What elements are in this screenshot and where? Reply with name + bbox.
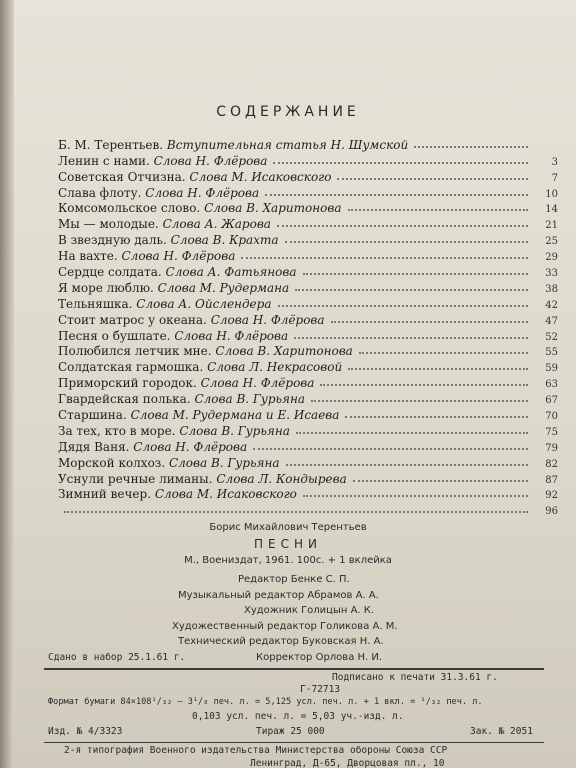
dot-leader — [295, 288, 528, 291]
toc-entry — [58, 263, 558, 279]
toc-entry-text — [58, 360, 342, 374]
dot-leader — [286, 463, 528, 466]
toc-entry-credit: Слова А. Жарова — [162, 217, 271, 232]
toc-entry-credit: Слова Н. Флёрова — [145, 185, 260, 200]
toc-entry — [58, 184, 558, 200]
dot-leader — [294, 336, 528, 339]
dot-leader — [285, 240, 528, 243]
toc-entry-credit: Слова В. Гурьяна — [168, 455, 280, 470]
toc-entry-title: Советская Отчизна. — [58, 169, 186, 184]
credit-line: Корректор Орлова Н. И. — [256, 651, 383, 663]
toc-entry — [58, 152, 558, 168]
colophon-signed: Подписано к печати 31.3.61 г. — [332, 672, 498, 683]
dot-leader — [337, 177, 528, 180]
toc-entry-title: Морской колхоз. — [58, 455, 166, 470]
toc-entry — [58, 327, 558, 343]
toc-entry-title: Уснули речные лиманы. — [58, 471, 213, 486]
toc-entry-text — [58, 201, 342, 215]
toc-entry-title: Мы — молодые. — [58, 217, 159, 232]
dot-leader — [296, 431, 528, 434]
toc-entry-title: Солдатская гармошка. — [58, 360, 204, 375]
toc-entry-text — [58, 249, 235, 263]
toc-entry — [58, 470, 558, 486]
toc-entry-title: Дядя Ваня. — [58, 439, 130, 454]
toc-entry-page: 59 — [545, 363, 558, 375]
toc-entry-credit: Слова М. Исаковского — [154, 487, 297, 502]
colophon-rule — [44, 668, 544, 670]
toc-entry-text — [58, 138, 408, 152]
dot-leader — [348, 208, 529, 211]
colophon-print-run: Тираж 25 000 — [256, 726, 325, 737]
toc-entry — [58, 454, 558, 470]
toc-entry-title: Зимний вечер. — [58, 487, 152, 502]
toc-entry-credit: Слова М. Исаковского — [189, 169, 332, 184]
toc-entry-text — [58, 329, 288, 343]
colophon-izd: Изд. № 4/3323 — [48, 726, 123, 737]
credit-line: Музыкальный редактор Абрамов А. А. — [178, 589, 379, 601]
toc-entry — [58, 231, 558, 247]
toc-entry-text — [58, 424, 290, 438]
toc-entry-title: Песня о бушлате. — [58, 328, 171, 343]
toc-entry-title: Приморский городок. — [58, 376, 197, 391]
dot-leader — [253, 447, 528, 450]
colophon-rule-bottom — [44, 742, 544, 743]
toc-entry-text — [58, 313, 325, 327]
credit-line: Художник Голицын А. К. — [244, 605, 375, 616]
dot-leader — [303, 494, 528, 497]
toc-entry-page: 67 — [545, 395, 558, 407]
toc-entry-title: Сердце солдата. — [58, 265, 162, 280]
toc-entry — [58, 358, 558, 374]
toc-entry-page: 42 — [545, 299, 558, 311]
toc-entry-page: 3 — [551, 156, 558, 168]
toc-entry-text — [58, 376, 314, 390]
dot-leader — [331, 320, 528, 323]
toc-entry-page: 70 — [545, 411, 558, 423]
toc-entry-title: Гвардейская полька. — [58, 392, 191, 407]
credit-line: Художественный редактор Голикова А. М. — [172, 620, 398, 632]
toc-entry-credit: Слова Л. Некрасовой — [207, 360, 343, 375]
toc-entry-text — [58, 265, 297, 279]
dot-leader — [265, 193, 528, 196]
toc-entry-title: Старшина. — [58, 408, 127, 423]
toc-entry-text — [58, 487, 297, 501]
toc-entry-text — [58, 440, 247, 454]
colophon-address: Ленинград, Д-65, Дворцовая пл., 10 — [250, 758, 445, 768]
toc-entry-title: Я море люблю. — [58, 280, 154, 295]
colophon-printer: 2-я типография Военного издательства Министерства обороны Союза ССР — [64, 745, 448, 756]
table-of-contents — [58, 136, 558, 517]
toc-entry-text — [58, 170, 331, 184]
toc-entry-credit: Слова Н. Флёрова — [133, 439, 248, 454]
dot-leader — [359, 351, 528, 354]
dot-leader — [273, 161, 528, 164]
toc-entry-credit: Слова В. Харитонова — [215, 344, 353, 359]
credit-line: Технический редактор Буковская Н. А. — [178, 636, 384, 647]
imprint-author: Борис Михайлович Терентьев — [209, 522, 367, 533]
toc-entry-page: 79 — [545, 442, 558, 454]
toc-entry-credit: Слова В. Гурьяна — [194, 392, 306, 407]
toc-entry — [58, 247, 558, 263]
toc-entry-text — [58, 408, 339, 422]
toc-entry-credit: Слова В. Крахта — [170, 233, 279, 248]
toc-entry — [58, 501, 558, 517]
dot-leader — [348, 367, 528, 370]
toc-entry-page: 10 — [545, 188, 558, 200]
toc-heading: СОДЕРЖАНИЕ — [216, 104, 360, 120]
toc-entry — [58, 200, 558, 216]
toc-entry — [58, 295, 558, 311]
toc-entry-title: Б. М. Терентьев. — [58, 137, 164, 152]
toc-entry-page: 87 — [545, 474, 558, 486]
toc-entry-text — [58, 217, 271, 231]
toc-entry-text — [58, 297, 272, 311]
toc-entry-page: 38 — [545, 283, 558, 295]
toc-entry-credit: Слова В. Гурьяна — [179, 423, 290, 438]
colophon-sheets: 0,103 усл. печ. л. = 5,03 уч.-изд. л. — [192, 711, 404, 722]
dot-leader — [414, 145, 528, 148]
toc-entry-title: Слава флоту. — [58, 185, 142, 200]
toc-entry-title: Тельняшка. — [58, 296, 133, 311]
toc-entry — [58, 406, 558, 422]
dot-leader — [277, 224, 528, 227]
toc-entry-text — [58, 344, 353, 358]
toc-entry-credit: Слова М. Рудермана — [157, 280, 290, 295]
toc-entry-text — [58, 186, 259, 200]
dot-leader — [353, 479, 528, 482]
toc-entry-credit: Слова Н. Флёрова — [153, 153, 268, 168]
toc-entry — [58, 343, 558, 359]
toc-entry-text — [58, 154, 267, 168]
toc-entry-page: 92 — [545, 490, 558, 502]
colophon-code: Г-72713 — [300, 684, 341, 695]
dot-leader — [320, 383, 528, 386]
toc-entry-credit: Слова Н. Флёрова — [210, 312, 325, 327]
dot-leader — [241, 256, 528, 259]
toc-entry — [58, 486, 558, 502]
toc-entry-text — [58, 281, 289, 295]
dot-leader — [311, 399, 528, 402]
toc-entry — [58, 390, 558, 406]
toc-entry-page: 52 — [545, 331, 558, 343]
toc-entry-title: На вахте. — [58, 249, 118, 264]
toc-entry-text — [58, 233, 279, 247]
toc-entry-text — [58, 392, 305, 406]
toc-entry-page: 14 — [545, 204, 558, 216]
toc-entry-credit: Слова В. Харитонова — [204, 201, 342, 216]
toc-entry-page: 47 — [545, 315, 558, 327]
toc-entry — [58, 438, 558, 454]
toc-entry — [58, 215, 558, 231]
imprint-title: ПЕСНИ — [254, 537, 322, 551]
toc-entry-page: 21 — [545, 220, 558, 232]
toc-entry-credit: Слова М. Рудермана и Е. Исаева — [130, 408, 340, 423]
colophon-format: Формат бумаги 84×108¹/₃₂ — 3¹/₈ печ. л. = 5,125 усл. печ. л. + 1 вкл. = ¹/₃₂ печ. л. — [48, 697, 483, 707]
imprint-publisher: М., Воениздат, 1961. 100с. + 1 вклейка — [184, 555, 392, 566]
toc-entry-credit: Слова А. Ойслендера — [136, 296, 272, 311]
toc-entry-title: Стоит матрос у океана. — [58, 312, 207, 327]
toc-entry — [58, 311, 558, 327]
toc-entry-title: Ленин с нами. — [58, 153, 150, 168]
toc-entry-page: 82 — [545, 458, 558, 470]
credit-line: Редактор Бенке С. П. — [238, 574, 350, 585]
toc-entry-title: В звездную даль. — [58, 233, 167, 248]
toc-entry-page: 96 — [545, 506, 558, 518]
toc-entry — [58, 168, 558, 184]
toc-entry-page: 55 — [545, 347, 558, 359]
toc-entry-title: Полюбился летчик мне. — [58, 344, 212, 359]
toc-entry-credit: Слова Н. Флёрова — [174, 328, 289, 343]
colophon-order: Зак. № 2051 — [470, 726, 533, 737]
toc-entry-credit: Слова Н. Флёрова — [121, 249, 236, 264]
toc-entry-page: 29 — [545, 252, 558, 264]
toc-entry-credit: Слова Л. Кондырева — [216, 471, 347, 486]
dot-leader — [303, 272, 528, 275]
toc-entry-page: 7 — [551, 172, 558, 184]
toc-entry-title: За тех, кто в море. — [58, 423, 176, 438]
toc-entry-credit: Вступительная статья Н. Шумской — [166, 137, 409, 152]
toc-entry — [58, 422, 558, 438]
toc-entry-credit: Слова А. Фатьянова — [165, 265, 297, 280]
toc-entry-page: 33 — [545, 268, 558, 280]
toc-entry-title: Комсомольское слово. — [58, 201, 201, 216]
toc-entry-page: 63 — [545, 379, 558, 391]
toc-entry — [58, 374, 558, 390]
colophon-sent: Сдано в набор 25.1.61 г. — [48, 652, 186, 663]
toc-entry-page: 75 — [545, 426, 558, 438]
toc-entry-text — [58, 472, 347, 486]
toc-entry — [58, 279, 558, 295]
dot-leader — [345, 415, 528, 418]
toc-entry-page: 25 — [545, 236, 558, 248]
toc-entry-text — [58, 456, 280, 470]
dot-leader — [64, 510, 528, 513]
toc-entry — [58, 136, 558, 152]
toc-entry-credit: Слова Н. Флёрова — [200, 376, 315, 391]
dot-leader — [278, 304, 529, 307]
